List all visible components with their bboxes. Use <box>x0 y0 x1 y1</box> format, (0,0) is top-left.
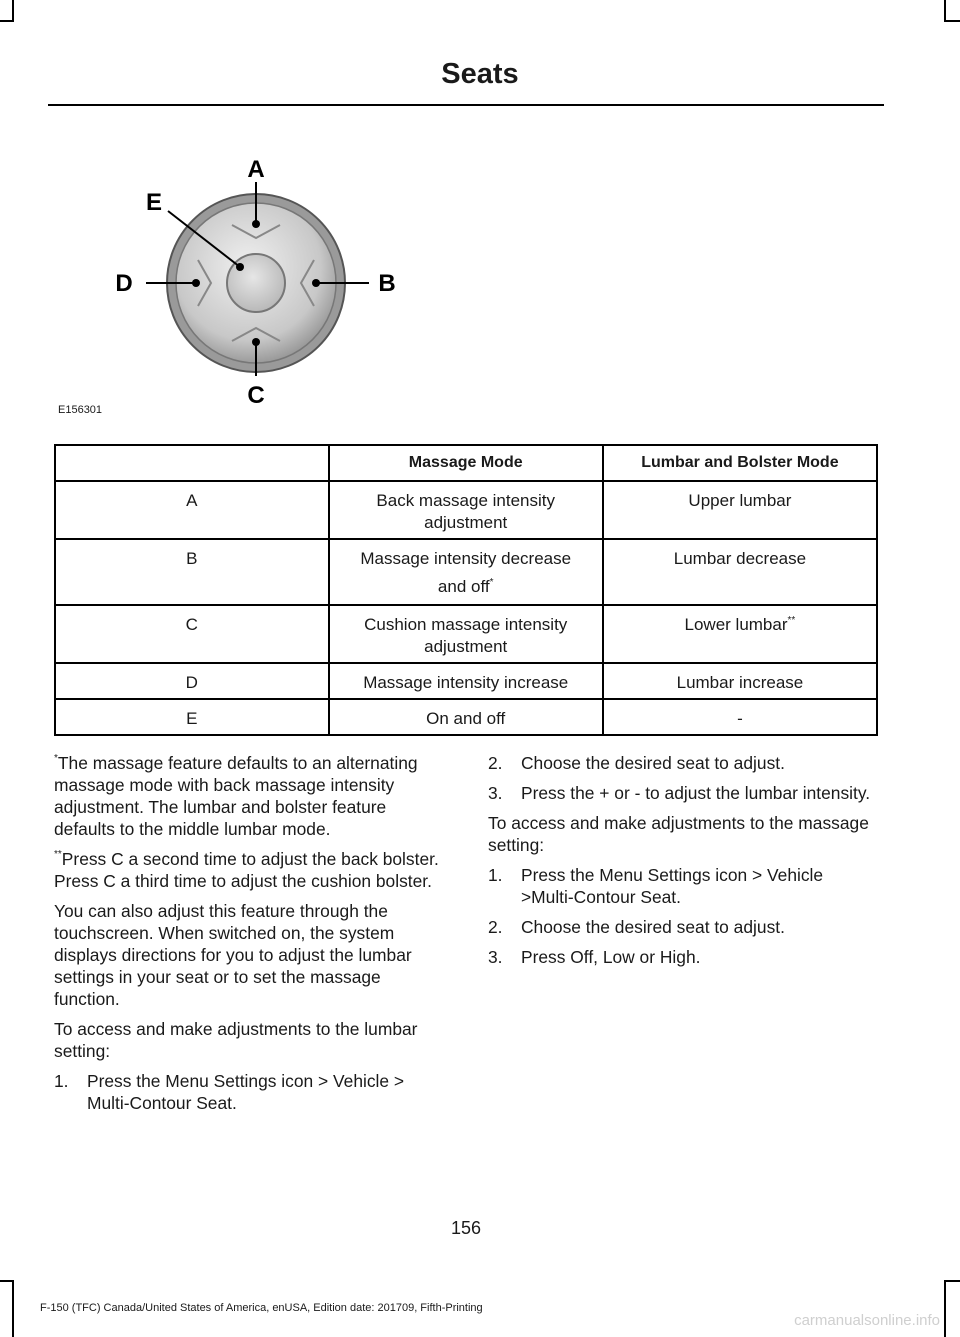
crop-mark <box>944 1280 960 1282</box>
callout-label-c: C <box>247 382 265 409</box>
crop-mark <box>944 20 960 22</box>
table-cell-massage-line2 <box>336 576 596 598</box>
crop-mark <box>12 0 14 22</box>
table-cell-lumbar-text: Lower lumbar <box>684 615 788 634</box>
table-cell-key: E <box>55 699 329 735</box>
paragraph-touchscreen: You can also adjust this feature through the touchscreen. When switched on, the system displays directions for you to adjust the lumbar settings in your seat or to set the massage function. <box>54 901 412 1009</box>
list-item-number: 1. <box>488 865 503 885</box>
table-row <box>55 605 877 663</box>
footnote-marker: * <box>54 753 58 764</box>
list-item-text: Press the + or - to adjust the lumbar intensity. <box>521 783 871 803</box>
table-cell-lumbar <box>603 605 877 663</box>
table-row <box>55 699 877 735</box>
page-title: Seats <box>441 58 519 90</box>
table-header-lumbar-bolster-mode: Lumbar and Bolster Mode <box>603 445 877 481</box>
list-item-text: Choose the desired seat to adjust. <box>521 753 785 773</box>
footnote-2 <box>54 848 448 892</box>
crop-mark <box>944 1280 946 1337</box>
list-item <box>488 752 880 774</box>
footnote-marker: ** <box>54 849 62 860</box>
crop-mark <box>0 20 14 22</box>
callout-label-d: D <box>115 270 133 297</box>
figure-code: E156301 <box>58 404 103 416</box>
list-item <box>488 916 880 938</box>
list-item-number: 3. <box>488 783 503 803</box>
table-row <box>55 481 877 539</box>
table-cell-massage <box>329 539 603 605</box>
list-item <box>488 782 880 804</box>
table-cell-lumbar: - <box>603 699 877 735</box>
seat-control-figure <box>56 150 416 420</box>
right-column <box>488 752 880 976</box>
title-rule <box>48 104 884 106</box>
callout-label-a: A <box>247 156 265 183</box>
callout-dot-b <box>312 279 320 287</box>
table-cell-key: B <box>55 539 329 605</box>
footnote-marker: ** <box>787 615 796 626</box>
table-cell-massage-line1: Massage intensity decrease <box>360 549 572 568</box>
table-cell-key: A <box>55 481 329 539</box>
list-item-number: 2. <box>488 753 503 773</box>
table-header-massage-mode: Massage Mode <box>329 445 603 481</box>
callout-dot-a <box>252 220 260 228</box>
page-number: 156 <box>450 1218 482 1238</box>
crop-mark <box>944 0 946 22</box>
table-cell-massage-text: and off <box>437 577 490 596</box>
list-item-text: Press the Menu Settings icon > Vehicle >Multi-Contour Seat. <box>521 865 824 907</box>
crop-mark <box>12 1280 14 1337</box>
list-item <box>488 946 880 968</box>
list-item-text: Choose the desired seat to adjust. <box>521 917 785 937</box>
table-cell-massage: On and off <box>329 699 603 735</box>
left-column <box>54 752 448 1122</box>
paragraph-massage-intro: To access and make adjustments to the massage setting: <box>488 813 869 855</box>
list-item <box>488 864 880 908</box>
watermark: carmanualsonline.info <box>794 1312 940 1329</box>
list-item-text: Press Off, Low or High. <box>521 947 701 967</box>
table-cell-lumbar: Lumbar decrease <box>603 539 877 605</box>
seat-control-diagram <box>56 150 416 420</box>
callout-label-b: B <box>378 270 396 297</box>
edition-footer: F-150 (TFC) Canada/United States of America, enUSA, Edition date: 201709, Fifth-Printing <box>40 1302 483 1314</box>
crop-mark <box>0 1280 14 1282</box>
list-item-text: Press the Menu Settings icon > Vehicle > Multi-Contour Seat. <box>87 1071 405 1113</box>
table-row <box>55 539 877 605</box>
table-row <box>55 663 877 699</box>
table-cell-lumbar: Upper lumbar <box>603 481 877 539</box>
table-header-row <box>55 445 877 481</box>
table-cell-key: D <box>55 663 329 699</box>
footnote-marker: * <box>489 577 494 588</box>
list-item-number: 2. <box>488 917 503 937</box>
footnote-1 <box>54 752 448 840</box>
table-cell-massage: Cushion massage intensity adjustment <box>329 605 603 663</box>
list-item <box>54 1070 448 1114</box>
table-cell-lumbar: Lumbar increase <box>603 663 877 699</box>
footnote-1-text: The massage feature defaults to an alternating massage mode with back massage intensity adjustment. The lumbar and bolster feature defaults to the middle lumbar mode. <box>54 753 418 839</box>
table-cell-massage: Massage intensity increase <box>329 663 603 699</box>
footnote-2-text: Press C a second time to adjust the back bolster. Press C a third time to adjust the cushion bolster. <box>54 849 439 891</box>
callout-dot-e <box>236 263 244 271</box>
callout-label-e: E <box>145 189 163 216</box>
callout-dot-d <box>192 279 200 287</box>
list-item-number: 1. <box>54 1071 69 1091</box>
control-functions-table <box>54 444 878 736</box>
list-item-number: 3. <box>488 947 503 967</box>
table-cell-massage: Back massage intensity adjustment <box>329 481 603 539</box>
table-cell-key: C <box>55 605 329 663</box>
table-header-key <box>55 445 329 481</box>
callout-dot-c <box>252 338 260 346</box>
paragraph-lumbar-intro: To access and make adjustments to the lumbar setting: <box>54 1019 418 1061</box>
